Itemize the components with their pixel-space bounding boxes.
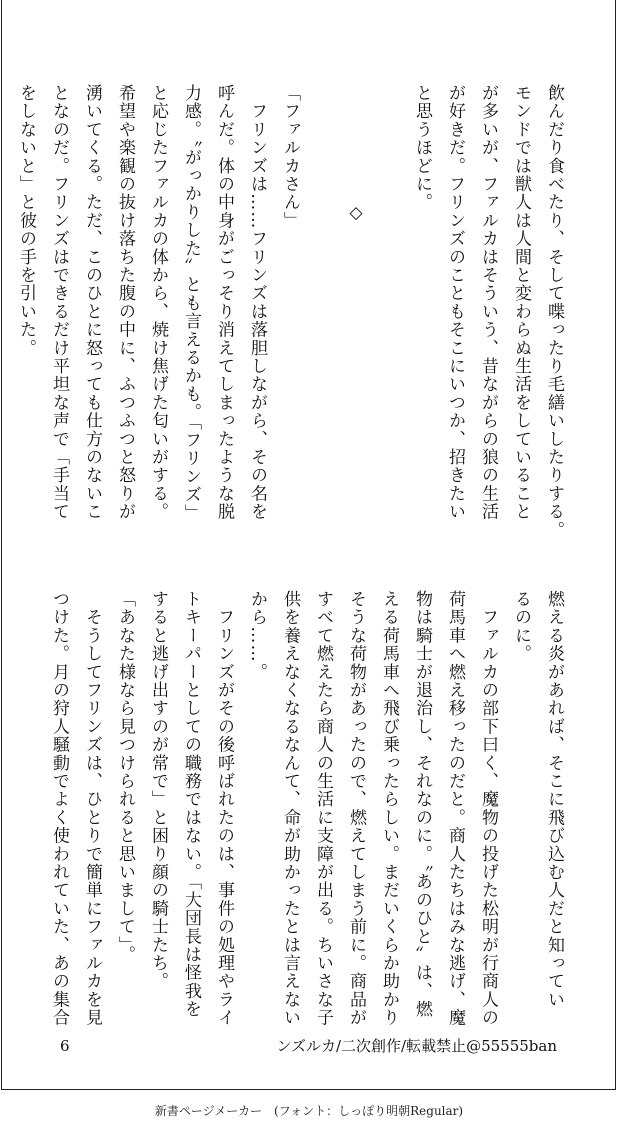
text-line: 力感。〝がっかりした〟とも言えるかも。「フリンズ」 [181,84,201,522]
blank-line [372,84,405,516]
text-line: そうな荷物があったので、燃えてしまう前に。商品が [346,590,366,1027]
text-line: 物は騎士が退治し、それなのに。〝あのひと〟は、燃 [412,590,432,1019]
text-line: 呼んだ。体の中身がごっそり消えてしまったような脱 [214,84,234,521]
text-line: モンドでは獣人は人間と変わらぬ生活をしていること [511,84,531,521]
section-break-marker: ◇ [346,203,366,225]
text-line: が多いが、ファルカはそういう、昔ながらの狼の生活 [478,84,498,521]
text-line: 荷馬車へ燃え移ったのだと。商人たちはみな逃げ、魔 [445,590,465,1027]
generator-caption: 新書ページメーカー (フォント：しっぽり明朝Regular) [154,1104,464,1118]
text-line: 希望や楽観の抜け落ちた腹の中に、ふつふつと怒りが [115,84,135,521]
text-line: となのだ。フリンズはできるだけ平坦な声で「手当て [49,84,69,521]
text-line: 飲んだり食べたり、そして喋ったり毛繕いしたりする。 [544,84,564,539]
book-page [1,0,616,1090]
page-footer-credit: ンズルカ/二次創作/転載禁止@55555ban [276,1037,557,1055]
text-line: をしないと」と彼の手を引いた。 [16,84,36,357]
text-line: トキーパーとしての職務ではない。「大団長は怪我を [181,590,201,1019]
text-line: 供を養えなくなるなんて、命が助かったとは言えない [280,590,300,1027]
text-line: すると逃げ出すのが常で」と困り顔の騎士たち。 [148,590,168,991]
page-number: 6 [60,1037,70,1055]
text-block-top [16,84,570,539]
blank-line [306,84,339,516]
text-line: える荷馬車へ飛び乗ったらしい。まだいくらか助かり [379,590,399,1027]
text-line: と応じたファルカの体から、焼け焦げた匂いがする。 [148,84,168,521]
text-line: すべて燃えたら商人の生活に支障が出る。ちいさな子 [313,590,333,1027]
text-line: が好きだ。フリンズのこともそこにいつか、招きたい [445,84,465,521]
text-line: るのに。 [511,590,531,663]
text-line: フリンズがその後呼ばれたのは、事件の処理やライ [214,590,234,1027]
text-line: フリンズは……フリンズは落胆しながら、その名を [247,84,267,521]
text-line: そうしてフリンズは、ひとりで簡単にファルカを見 [82,590,102,1027]
text-line: 「あなた様なら見つけられると思いまして」。 [115,590,135,964]
text-line: つけた。月の狩人騒動でよく使われていた、あの集合 [49,590,69,1027]
text-line: ファルカの部下曰く、魔物の投げた松明が行商人の [478,590,498,1027]
text-line: 「ファルカさん」 [280,84,300,230]
text-line: から……。 [247,590,267,681]
text-line: と思うほどに。 [412,84,432,212]
text-block-bottom [49,590,570,1027]
text-line: 湧いてくる。ただ、このひとに怒っても仕方のないこ [82,84,102,521]
text-line: 燃える炎があれば、そこに飛び込む人だと知ってい [544,590,564,1009]
